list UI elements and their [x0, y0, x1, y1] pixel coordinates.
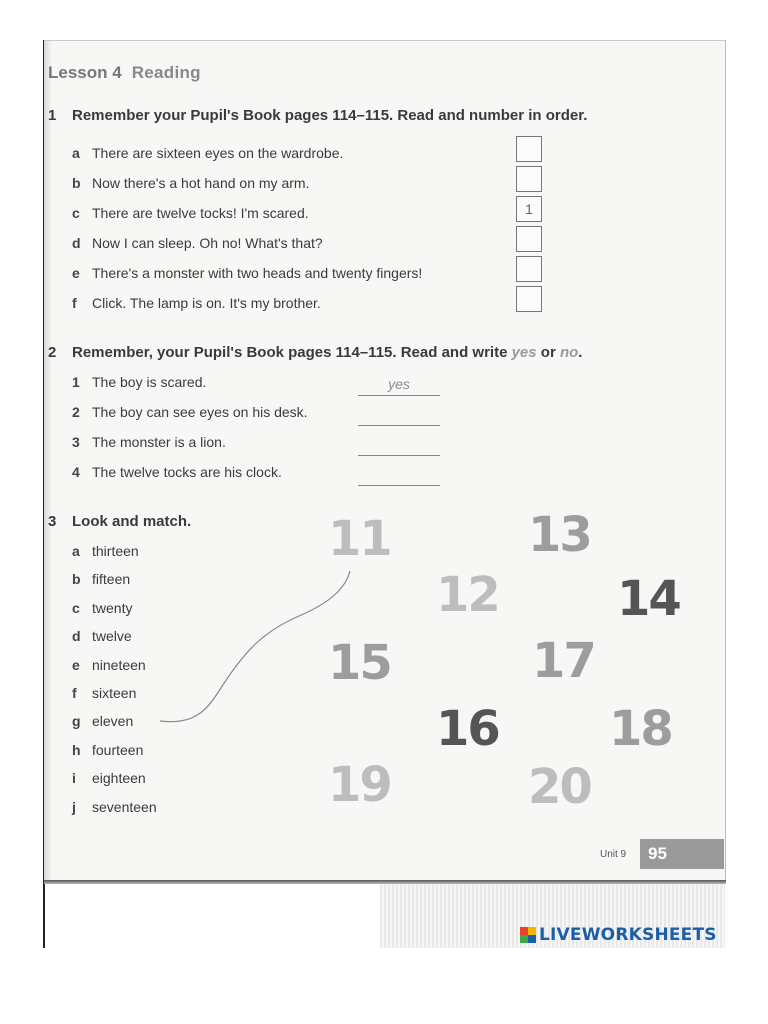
- number-14[interactable]: 14: [617, 571, 680, 627]
- number-18[interactable]: 18: [609, 701, 672, 757]
- order-box-c[interactable]: 1: [516, 196, 542, 222]
- item-key: f: [72, 685, 77, 701]
- number-11[interactable]: 11: [328, 511, 391, 567]
- item-key: a: [72, 543, 80, 559]
- instruction-end: .: [578, 344, 583, 361]
- number-20[interactable]: 20: [528, 759, 591, 815]
- item-text: twenty: [92, 600, 133, 616]
- worksheet-page: [44, 40, 726, 883]
- item-key: e: [72, 265, 80, 281]
- item-text: thirteen: [92, 543, 139, 559]
- section-instruction: Remember your Pupil's Book pages 114–115. Read and number in order.: [72, 107, 588, 124]
- item-text: The monster is a lion.: [92, 434, 226, 450]
- item-key: c: [72, 600, 80, 616]
- item-text: fifteen: [92, 571, 131, 587]
- number-16[interactable]: 16: [436, 701, 499, 757]
- item-key: j: [72, 799, 76, 815]
- item-key: e: [72, 657, 80, 673]
- section-number: 2: [48, 344, 57, 361]
- section-instruction: Look and match.: [72, 513, 192, 530]
- number-15[interactable]: 15: [328, 635, 391, 691]
- item-text: twelve: [92, 628, 132, 644]
- item-key: 3: [72, 434, 80, 450]
- item-text: The twelve tocks are his clock.: [92, 464, 282, 480]
- item-key: f: [72, 295, 77, 311]
- lesson-tab: Lesson 4: [48, 63, 122, 82]
- item-text: Click. The lamp is on. It's my brother.: [92, 295, 321, 311]
- item-key: h: [72, 742, 81, 758]
- section-number: 3: [48, 513, 57, 530]
- liveworksheets-logo-icon: [520, 927, 536, 943]
- liveworksheets-logo[interactable]: [520, 925, 717, 945]
- item-text: Now I can sleep. Oh no! What's that?: [92, 235, 323, 251]
- item-key: b: [72, 571, 81, 587]
- section-number: 1: [48, 107, 57, 124]
- page-number: 95: [640, 839, 724, 869]
- item-key: i: [72, 770, 76, 786]
- number-19[interactable]: 19: [328, 757, 391, 813]
- item-text: eighteen: [92, 770, 146, 786]
- item-key: b: [72, 175, 81, 191]
- number-13[interactable]: 13: [528, 507, 591, 563]
- item-text: eleven: [92, 713, 134, 729]
- item-text: There are twelve tocks! I'm scared.: [92, 205, 309, 221]
- item-text: seventeen: [92, 799, 157, 815]
- no-word: no: [559, 344, 579, 361]
- lesson-name: Reading: [131, 63, 201, 82]
- answer-field-1[interactable]: yes: [358, 375, 440, 396]
- item-text: There are sixteen eyes on the wardrobe.: [92, 145, 344, 161]
- item-key: a: [72, 145, 80, 161]
- item-key: d: [72, 628, 81, 644]
- item-key: 1: [72, 374, 80, 390]
- number-17[interactable]: 17: [532, 633, 595, 689]
- item-key: g: [72, 713, 81, 729]
- item-key: 4: [72, 464, 80, 480]
- item-text: There's a monster with two heads and twenty fingers!: [92, 265, 423, 281]
- item-text: Now there's a hot hand on my arm.: [92, 175, 310, 191]
- item-text: The boy can see eyes on his desk.: [92, 404, 308, 420]
- yes-word: yes: [511, 344, 537, 361]
- item-key: c: [72, 205, 80, 221]
- item-text: The boy is scared.: [92, 374, 207, 390]
- or-word: or: [536, 344, 560, 361]
- number-12[interactable]: 12: [436, 567, 499, 623]
- item-key: d: [72, 235, 81, 251]
- unit-label: Unit 9: [600, 849, 627, 860]
- item-key: 2: [72, 404, 80, 420]
- item-text: nineteen: [92, 657, 146, 673]
- liveworksheets-logo-text: LIVEWORKSHEETS: [539, 925, 717, 945]
- item-text: fourteen: [92, 742, 144, 758]
- section-instruction: Remember, your Pupil's Book pages 114–115. Read and write: [72, 344, 512, 361]
- item-text: sixteen: [92, 685, 137, 701]
